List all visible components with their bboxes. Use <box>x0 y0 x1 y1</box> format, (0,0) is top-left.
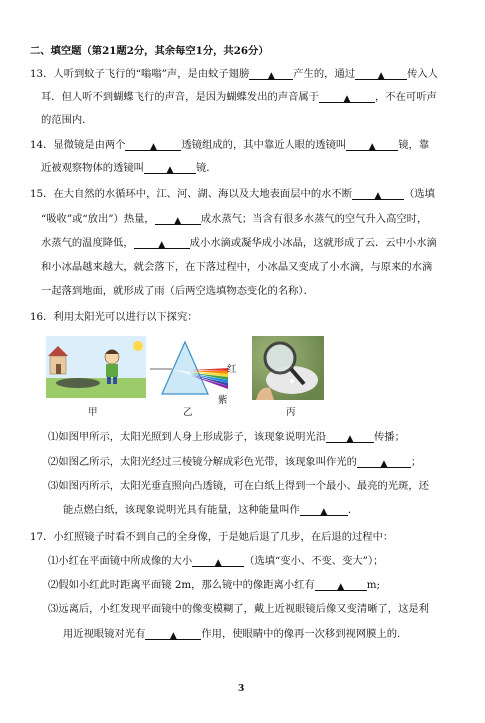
boy-body-icon <box>106 364 118 377</box>
q15-line2 <box>41 212 427 226</box>
figure-bing-lens <box>252 336 324 400</box>
answer-blank[interactable] <box>357 456 411 468</box>
magnifier-lens-icon <box>265 343 295 373</box>
q15-line1 <box>30 187 435 201</box>
text: 13．人听到蚊子飞行的“嗡嗡”声，是由蚊子翅膀 <box>30 68 250 80</box>
text: 传播； <box>374 431 405 443</box>
answer-blank[interactable] <box>144 162 196 174</box>
q16-part3-line2 <box>63 503 358 517</box>
answer-blank[interactable] <box>346 139 398 151</box>
blank-marker-icon: ▲ <box>320 507 328 517</box>
caption-bing: 丙 <box>286 407 296 418</box>
text: ⑵假如小红此时距离平面镜 2m，那么镜中的像距离小红有 <box>48 579 315 591</box>
text: m; <box>366 579 380 591</box>
answer-blank[interactable] <box>155 213 201 225</box>
text: 传入人 <box>407 68 438 80</box>
text: 产生的，通过 <box>293 68 356 80</box>
q15-line3 <box>41 236 437 250</box>
page-number: 3 <box>238 684 245 694</box>
text: （选填 <box>404 188 435 200</box>
text: 近被观察物体的透镜叫 <box>41 162 144 174</box>
section-title: 二、填空题（第21题2分，其余每空1分，共26分） <box>30 45 269 57</box>
blank-marker-icon: ▲ <box>169 631 177 641</box>
blank-marker-icon: ▲ <box>158 240 166 250</box>
q16-part3-line1: ⑶如图丙所示，太阳光垂直照向凸透镜，可在白纸上得到一个最小、最亮的光斑，还 <box>48 480 429 492</box>
answer-blank[interactable] <box>145 628 201 640</box>
text: 能点燃白纸，该现象说明光具有能量，这种能量叫作 <box>63 504 300 516</box>
q16-part2 <box>48 455 421 469</box>
answer-blank[interactable] <box>134 237 190 249</box>
q17-part1 <box>48 554 383 568</box>
blank-marker-icon: ▲ <box>377 71 385 81</box>
text: 15．在大自然的水循环中，江、河、湖、海以及大地表面层中的水不断 <box>30 188 353 200</box>
q13-line1 <box>30 67 438 81</box>
text: ⑵如图乙所示，太阳光经过三棱镜分解成彩色光带，该现象叫作光的 <box>48 456 357 468</box>
text: 镜，靠 <box>398 139 430 151</box>
answer-blank[interactable] <box>319 91 375 103</box>
blank-marker-icon: ▲ <box>166 165 174 175</box>
answer-blank[interactable] <box>355 68 407 80</box>
text: 成小水滴或凝华成小冰晶，这就形成了云．云中小水滴 <box>189 237 437 249</box>
text: 镜． <box>195 162 217 174</box>
answer-blank[interactable] <box>249 68 293 80</box>
q13-line2 <box>41 90 437 104</box>
q17-intro: 17．小红照镜子时看不到自己的全身像，于是她后退了几步，在后退的过程中： <box>30 531 394 543</box>
blank-marker-icon: ▲ <box>150 142 157 152</box>
text: ． <box>347 504 359 516</box>
answer-blank[interactable] <box>352 188 404 200</box>
answer-blank[interactable] <box>326 431 374 443</box>
shadow-icon <box>56 378 100 388</box>
answer-blank[interactable] <box>300 504 348 516</box>
q17-part3-line1: ⑶远离后，小红发现平面镜中的像变模糊了，戴上近视眼镜后像又变清晰了，这是利 <box>48 603 429 615</box>
q14-line1 <box>30 138 429 152</box>
figure-jia-shadow <box>46 336 146 398</box>
text: ； <box>410 456 422 468</box>
blank-marker-icon: ▲ <box>174 216 182 226</box>
q14-line2 <box>41 161 217 175</box>
blank-marker-icon: ▲ <box>346 434 354 444</box>
blank-marker-icon: ▲ <box>337 582 345 592</box>
blank-marker-icon: ▲ <box>214 558 222 568</box>
text: 成水蒸气；当含有很多水蒸气的空气升入高空时， <box>200 213 428 225</box>
text: ⑴小红在平面镜中所成像的大小 <box>48 555 193 567</box>
answer-blank[interactable] <box>125 139 181 151</box>
sun-icon <box>133 341 143 351</box>
text: 作用，使眼睛中的像再一次移到视网膜上的. <box>201 628 401 640</box>
caption-yi: 乙 <box>183 407 193 418</box>
blank-marker-icon: ▲ <box>374 191 382 201</box>
label-purple: 紫 <box>218 395 228 406</box>
text: ，不在可听声 <box>375 91 437 103</box>
text: 耳．但人听不到蝴蝶飞行的声音，是因为蝴蝶发出的声音属于 <box>41 91 320 103</box>
text: “吸收”或“放出”）热量， <box>41 213 155 225</box>
q16-part1 <box>48 430 405 444</box>
q17-part3-line2 <box>63 627 400 641</box>
blank-marker-icon: ▲ <box>343 94 351 104</box>
blank-marker-icon: ▲ <box>368 142 376 152</box>
text: 用近视眼镜对光有 <box>63 628 146 640</box>
text: 水蒸气的温度降低， <box>41 237 134 249</box>
label-red: 红 <box>227 364 237 375</box>
caption-jia: 甲 <box>88 407 98 418</box>
text: 透镜组成的，其中靠近人眼的透镜叫 <box>181 139 347 151</box>
q15-line4: 和小冰晶越来越大，就会落下，在下落过程中，小冰晶又变成了小水滴，与原来的水滴 <box>41 261 433 273</box>
blank-marker-icon: ▲ <box>380 459 388 469</box>
text: ⑴如图甲所示，太阳光照到人身上形成影子，该现象说明光沿 <box>48 431 327 443</box>
text: （选填“变小、不变、变大”）； <box>244 555 384 567</box>
answer-blank[interactable] <box>192 555 244 567</box>
answer-blank[interactable] <box>315 579 367 591</box>
blank-marker-icon: ▲ <box>267 71 275 81</box>
q13-line3: 的范围内． <box>41 114 93 126</box>
prism-icon <box>162 342 208 394</box>
q16-intro: 16．利用太阳光可以进行以下探究： <box>30 311 198 323</box>
text: 14．显微镜是由两个 <box>30 139 126 151</box>
q17-part2 <box>48 578 380 592</box>
q15-line5: 一起落到地面，就形成了雨（后两空选填物态变化的名称）． <box>41 285 314 297</box>
